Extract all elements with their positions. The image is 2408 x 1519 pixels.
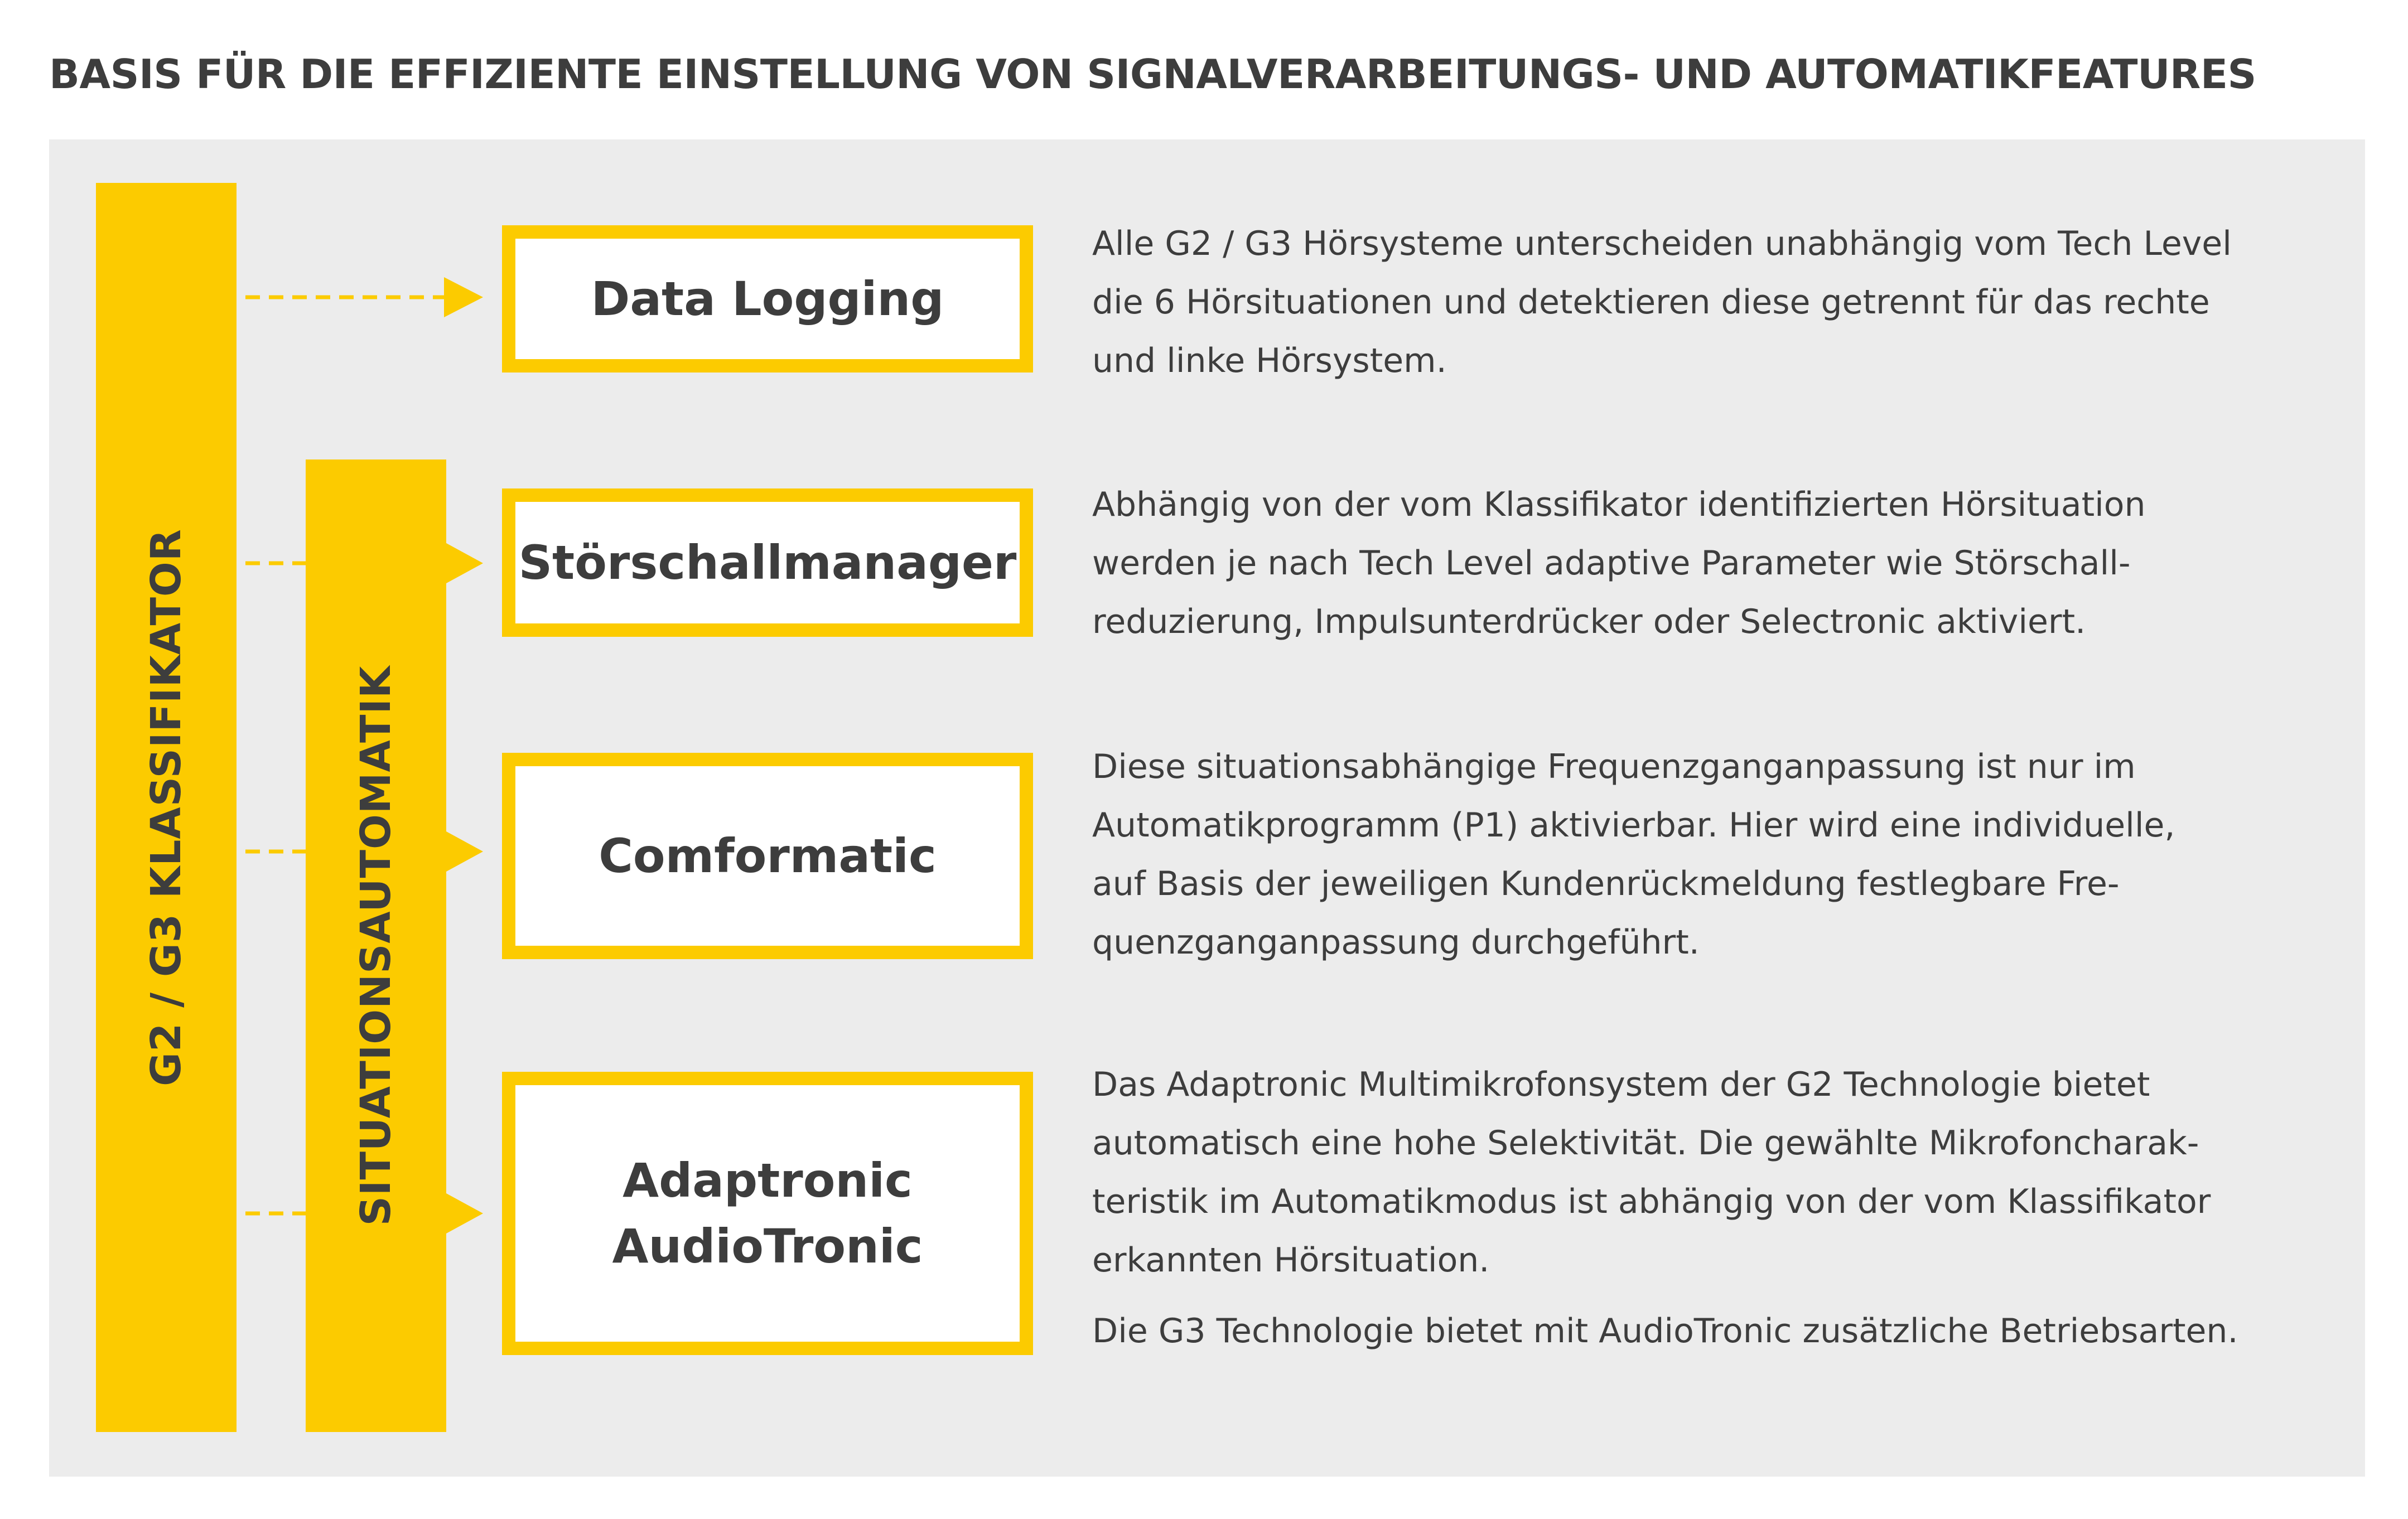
description-line: teristik im Automatikmodus ist abhängig von der vom Klassifikator <box>1092 1182 2211 1221</box>
description-line: und linke Hörsystem. <box>1092 341 1447 380</box>
arrowhead-adaptronic <box>446 1193 483 1233</box>
arrowhead-comformatic <box>446 831 483 872</box>
feature-box-comformatic <box>502 753 1033 959</box>
situation-automatic-bar-label: SITUATIONSAUTOMATIK <box>352 665 400 1226</box>
feature-label: Data Logging <box>591 272 944 326</box>
arrowhead-stoerschall <box>446 543 483 583</box>
description-line: Alle G2 / G3 Hörsysteme unterscheiden unabhängig vom Tech Level <box>1092 224 2232 263</box>
description-line: werden je nach Tech Level adaptive Parameter wie Störschall- <box>1092 544 2131 583</box>
description-line: erkannten Hörsituation. <box>1092 1241 1490 1280</box>
description-line: auf Basis der jeweiligen Kundenrückmeldung festlegbare Fre- <box>1092 864 2120 903</box>
feature-box-data-logging <box>502 225 1033 373</box>
feature-label-line-1: Adaptronic <box>622 1153 913 1208</box>
feature-label-line-2: AudioTronic <box>612 1219 923 1274</box>
description-line: die 6 Hörsituationen und detektieren diese getrennt für das rechte <box>1092 283 2210 322</box>
situation-automatic-bar <box>306 459 446 1432</box>
description-line: Diese situationsabhängige Frequenzganganpassung ist nur im <box>1092 747 2136 786</box>
feature-label: Comformatic <box>599 829 937 883</box>
description-line: reduzierung, Impulsunterdrücker oder Selectronic aktiviert. <box>1092 602 2086 641</box>
description-stoerschallmanager <box>1092 476 2364 651</box>
classifier-bar-label: G2 / G3 KLASSIFIKATOR <box>142 529 190 1086</box>
feature-box-adaptronic <box>502 1072 1033 1355</box>
description-line: automatisch eine hohe Selektivität. Die gewählte Mikrofoncharak- <box>1092 1124 2199 1163</box>
description-data-logging <box>1092 215 2364 390</box>
diagram-title: BASIS FÜR DIE EFFIZIENTE EINSTELLUNG VON SIGNALVERARBEITUNGS- UND AUTOMATIKFEATURES <box>49 51 2256 98</box>
description-line: quenzganganpassung durchgeführt. <box>1092 923 1700 962</box>
description-line: Das Adaptronic Multimikrofonsystem der G2 Technologie bietet <box>1092 1065 2150 1104</box>
description-line: Abhängig von der vom Klassifikator identifizierten Hörsituation <box>1092 485 2146 524</box>
arrowhead-data-logging <box>444 277 483 317</box>
description-adaptronic <box>1092 1056 2364 1361</box>
feature-box-stoerschallmanager <box>502 488 1033 637</box>
description-line: Automatikprogramm (P1) aktivierbar. Hier wird eine individuelle, <box>1092 806 2175 845</box>
feature-label: Störschallmanager <box>518 535 1017 590</box>
description-comformatic <box>1092 738 2364 972</box>
classifier-bar <box>96 183 237 1432</box>
description-note: Die G3 Technologie bietet mit AudioTronic zusätzliche Betriebsarten. <box>1092 1312 2238 1351</box>
